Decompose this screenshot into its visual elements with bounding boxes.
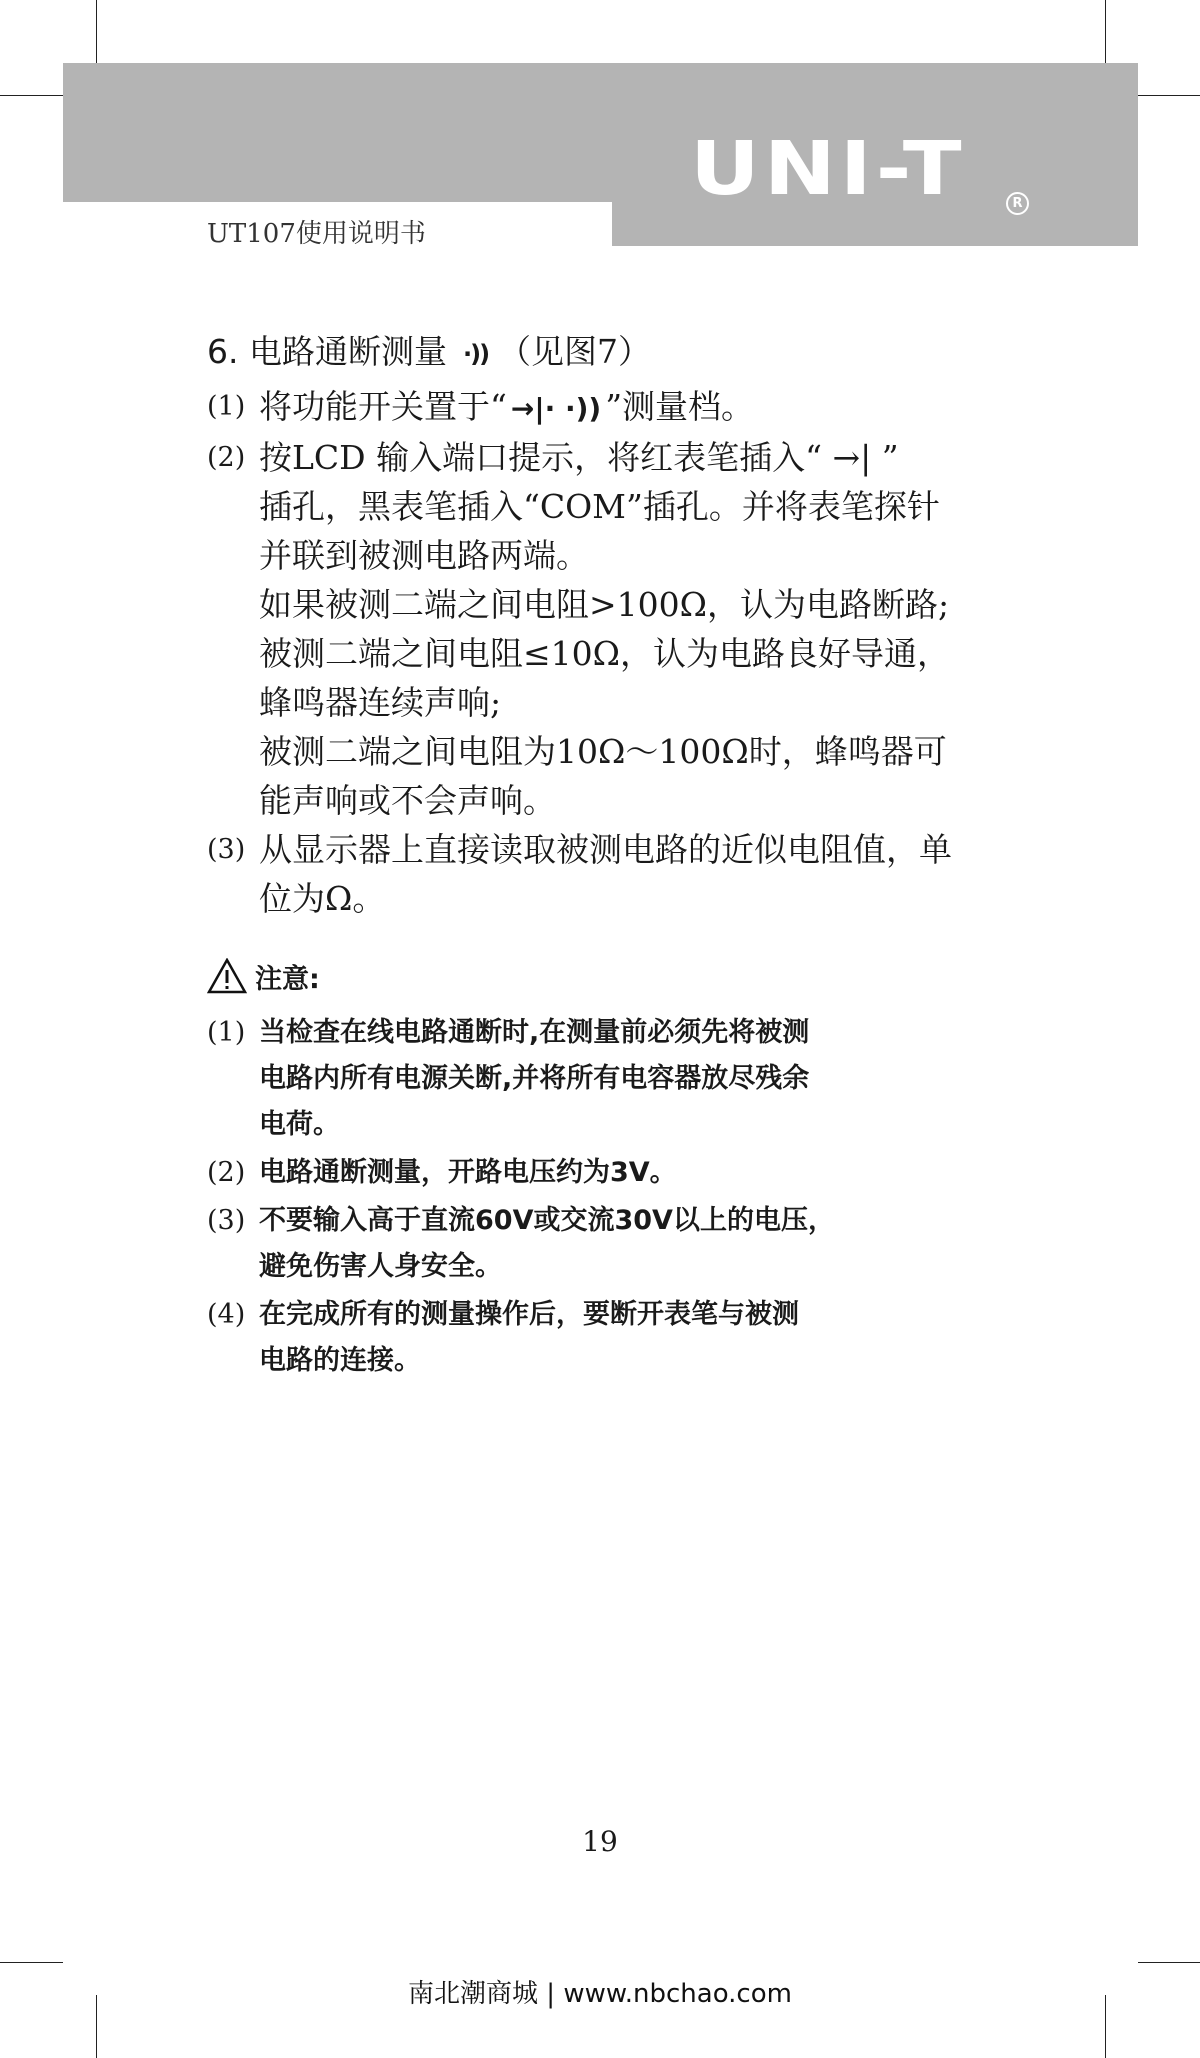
- caution-item: [207, 1010, 1017, 1148]
- crop-mark: [1138, 95, 1200, 96]
- caution-item: [207, 1198, 1017, 1290]
- caution-number: (3): [207, 1205, 246, 1236]
- warning-triangle-icon: [207, 958, 247, 994]
- crop-mark: [1138, 1962, 1200, 1963]
- manual-title: UT107使用说明书: [207, 219, 426, 249]
- caution-section: [207, 954, 1017, 1386]
- procedure-steps: [207, 382, 1007, 923]
- step-line: 并联到被测电路两端。: [259, 536, 589, 575]
- step-line: 如果被测二端之间电阻>100Ω，认为电路断路;: [259, 585, 950, 624]
- page-number: 19: [582, 1825, 618, 1858]
- step-line: 从显示器上直接读取被测电路的近似电阻值，单: [259, 830, 952, 869]
- brand-logo: UNI-T: [690, 125, 966, 212]
- step-item: [207, 433, 1007, 825]
- caution-list: [207, 1010, 1017, 1384]
- caution-item: [207, 1292, 1017, 1384]
- step-line: 插孔，黑表笔插入“COM”插孔。并将表笔探针: [259, 487, 940, 526]
- step-text: ”测量档。: [605, 387, 755, 426]
- caution-title: 注意:: [255, 963, 320, 995]
- step-line: 按LCD 输入端口提示，将红表笔插入“ →| ”: [259, 438, 899, 477]
- caution-line: 不要输入高于直流60V或交流30V以上的电压，: [259, 1205, 835, 1236]
- step-text: 将功能开关置于“: [259, 387, 507, 426]
- caution-heading: [207, 954, 1017, 998]
- section-title-text: 6. 电路通断测量: [207, 332, 447, 371]
- crop-mark: [0, 95, 63, 96]
- caution-line: 电路内所有电源关断,并将所有电容器放尽残余: [259, 1063, 810, 1094]
- footer-watermark: 南北潮商城 | www.nbchao.com: [408, 1979, 792, 2009]
- step-line: 蜂鸣器连续声响;: [259, 683, 502, 722]
- crop-mark: [96, 0, 97, 63]
- buzzer-icon: ·)): [462, 339, 489, 368]
- step-line: 被测二端之间电阻≤10Ω，认为电路良好导通，: [259, 634, 951, 673]
- diode-buzzer-symbol: →|· ·)): [510, 392, 602, 425]
- step-item: [207, 825, 1007, 923]
- caution-number: (1): [207, 1017, 246, 1048]
- caution-line: 避免伤害人身安全。: [259, 1251, 502, 1282]
- crop-mark: [1105, 0, 1106, 63]
- caution-item: [207, 1150, 1017, 1196]
- caution-line: 电路的连接。: [259, 1345, 421, 1376]
- registered-mark: R: [1006, 192, 1029, 215]
- caution-number: (4): [207, 1299, 246, 1330]
- caution-line: 电荷。: [259, 1109, 340, 1140]
- step-line: 被测二端之间电阻为10Ω～100Ω时，蜂鸣器可: [259, 732, 947, 771]
- step-number: (2): [207, 442, 246, 473]
- caution-number: (2): [207, 1157, 246, 1188]
- figure-reference: （见图7）: [498, 332, 652, 371]
- step-line: 位为Ω。: [259, 879, 386, 918]
- crop-mark: [0, 1962, 63, 1963]
- step-number: (3): [207, 834, 246, 865]
- step-item: [207, 382, 1007, 433]
- caution-line: 电路通断测量，开路电压约为3V。: [259, 1157, 677, 1188]
- caution-line: 在完成所有的测量操作后，要断开表笔与被测: [259, 1299, 799, 1330]
- step-line: 能声响或不会声响。: [259, 781, 556, 820]
- step-number: (1): [207, 391, 246, 422]
- section-title: [207, 326, 651, 373]
- caution-line: 当检查在线电路通断时,在测量前必须先将被测: [259, 1017, 810, 1048]
